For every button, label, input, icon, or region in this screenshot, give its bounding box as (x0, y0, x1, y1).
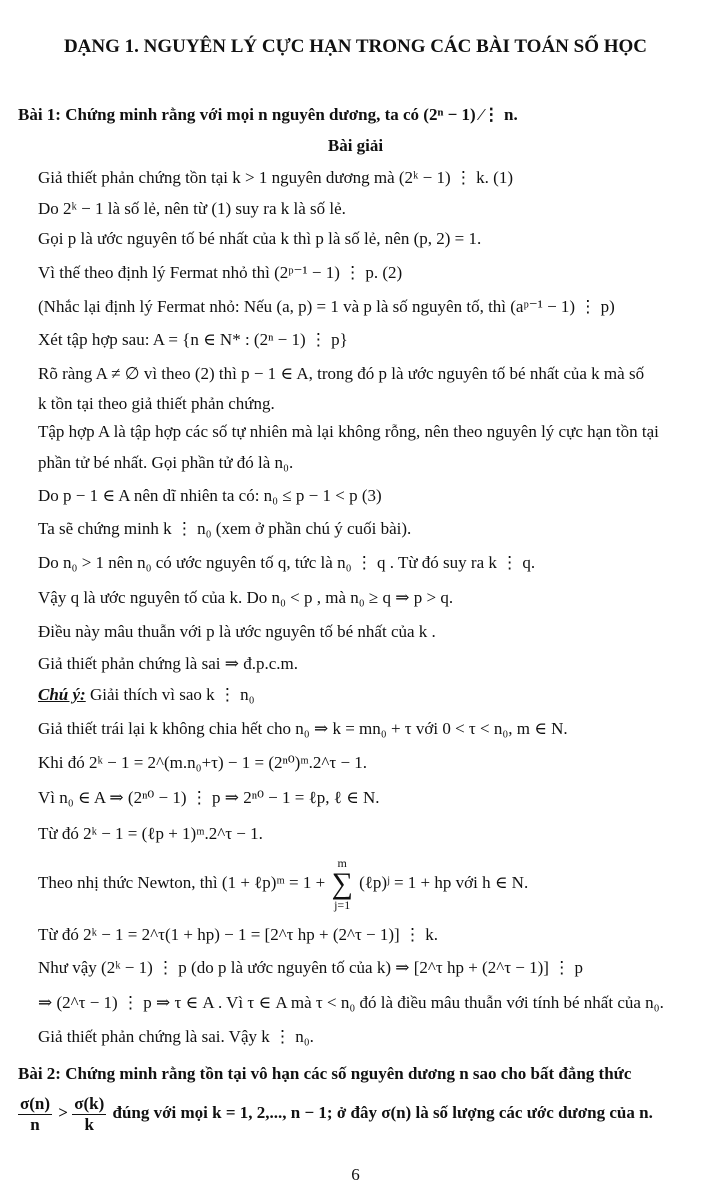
text-line: Do n₀ > 1 nên n₀ có ước nguyên tố q, tức là n₀ ⋮ q . Từ đó suy ra k ⋮ q. (38, 553, 536, 572)
sum-symbol (331, 857, 352, 911)
text-line: Gọi p là ước nguyên tố bé nhất của k thì p là số lẻ, nên (p, 2) = 1. (38, 229, 482, 248)
greater-than: > (58, 1103, 68, 1122)
fraction (72, 1094, 106, 1135)
text-line: Từ đó 2ᵏ − 1 = 2^τ(1 + hp) − 1 = [2^τ hp + (2^τ − 1)] ⋮ k. (38, 925, 438, 944)
sigma-glyph: ∑ (331, 867, 353, 900)
problem-2 (18, 1063, 631, 1085)
text-line: Giả thiết trái lại k không chia hết cho n₀ ⇒ k = mn₀ + τ với 0 < τ < n₀, m ∈ N. (38, 719, 568, 738)
solution-heading: Bài giải (327, 136, 384, 155)
note-text: Giải thích vì sao k ⋮ n₀ (85, 685, 255, 704)
newton-suffix: (ℓp)ʲ = 1 + hp với h ∈ N. (359, 872, 529, 892)
page-title: DẠNG 1. NGUYÊN LÝ CỰC HẠN TRONG CÁC BÀI TOÁN SỐ HỌC (63, 36, 648, 57)
text-line: Điều này mâu thuẫn với p là ước nguyên tố bé nhất của k . (38, 622, 436, 641)
problem-2-formula (18, 1092, 653, 1135)
text-line: Rõ ràng A ≠ ∅ vì theo (2) thì p − 1 ∈ A, trong đó p là ước nguyên tố bé nhất của k mà số (38, 364, 645, 383)
note-line (38, 684, 255, 706)
text-line: Từ đó 2ᵏ − 1 = (ℓp + 1)ᵐ.2^τ − 1. (38, 824, 263, 843)
newton-prefix: Theo nhị thức Newton, thì (1 + ℓp)ᵐ = 1 + (38, 872, 326, 892)
text-line: Ta sẽ chứng minh k ⋮ n₀ (xem ở phần chú ý cuối bài). (38, 519, 412, 538)
text-line: Xét tập hợp sau: A = {n ∈ N* : (2ⁿ − 1) ⋮ p} (38, 330, 348, 349)
fraction-numerator: σ(k) (74, 1093, 105, 1113)
sum-upper: m (337, 856, 347, 870)
problem-1 (18, 104, 518, 126)
problem-2-rest: đúng với mọi k = 1, 2,..., n − 1; ở đây σ(n) là số lượng các ước dương của n. (112, 1103, 653, 1122)
text-line: ⇒ (2^τ − 1) ⋮ p ⇒ τ ∈ A . Vì τ ∈ A mà τ < n₀ đó là điều mâu thuẫn với tính bé nhất của n₀. (38, 993, 664, 1012)
sum-lower: j=1 (334, 898, 351, 912)
fraction-numerator: σ(n) (20, 1093, 51, 1113)
text-line: Như vậy (2ᵏ − 1) ⋮ p (do p là ước nguyên tố của k) ⇒ [2^τ hp + (2^τ − 1)] ⋮ p (38, 958, 583, 977)
text-line: (Nhắc lại định lý Fermat nhỏ: Nếu (a, p) = 1 và p là số nguyên tố, thì (aᵖ⁻¹ − 1) ⋮ p) (38, 297, 615, 316)
fraction-denominator: k (84, 1114, 94, 1134)
text-line: Tập hợp A là tập hợp các số tự nhiên mà lại không rỗng, nên theo nguyên lý cực hạn tồn tại (38, 422, 659, 441)
text-line: Vì n₀ ∈ A ⇒ (2ⁿ⁰ − 1) ⋮ p ⇒ 2ⁿ⁰ − 1 = ℓp, ℓ ∈ N. (38, 788, 380, 807)
text-line: Giả thiết phản chứng là sai. Vậy k ⋮ n₀. (38, 1027, 314, 1046)
problem-2-text: Chứng minh rằng tồn tại vô hạn các số nguyên dương n sao cho bất đẳng thức (65, 1064, 632, 1083)
text-line: Giả thiết phản chứng là sai ⇒ đ.p.c.m. (38, 654, 298, 673)
text-line: k tồn tại theo giả thiết phản chứng. (38, 394, 275, 413)
newton-line (38, 857, 528, 911)
text-line: Do 2ᵏ − 1 là số lẻ, nên từ (1) suy ra k là số lẻ. (38, 199, 346, 218)
text-line: Khi đó 2ᵏ − 1 = 2^(m.n₀+τ) − 1 = (2ⁿ⁰)ᵐ.2^τ − 1. (38, 753, 368, 772)
text-line: Vậy q là ước nguyên tố của k. Do n₀ < p , mà n₀ ≥ q ⇒ p > q. (38, 588, 454, 607)
text-line: Giả thiết phản chứng tồn tại k > 1 nguyên dương mà (2ᵏ − 1) ⋮ k. (1) (38, 168, 513, 187)
text-line: Vì thế theo định lý Fermat nhỏ thì (2ᵖ⁻¹ − 1) ⋮ p. (2) (38, 263, 403, 282)
problem-2-label: Bài 2: (18, 1064, 61, 1083)
page-number: 6 (351, 1165, 360, 1184)
fraction (18, 1094, 52, 1135)
fraction-denominator: n (30, 1114, 40, 1134)
note-label: Chú ý: (38, 685, 86, 704)
text-line: phần tử bé nhất. Gọi phần tử đó là n₀. (38, 453, 294, 472)
problem-1-text: Chứng minh rằng với mọi n nguyên dương, ta có (2ⁿ − 1) ⁄⋮ n. (65, 105, 518, 124)
text-line: Do p − 1 ∈ A nên dĩ nhiên ta có: n₀ ≤ p − 1 < p (3) (38, 486, 382, 505)
problem-1-label: Bài 1: (18, 105, 61, 124)
